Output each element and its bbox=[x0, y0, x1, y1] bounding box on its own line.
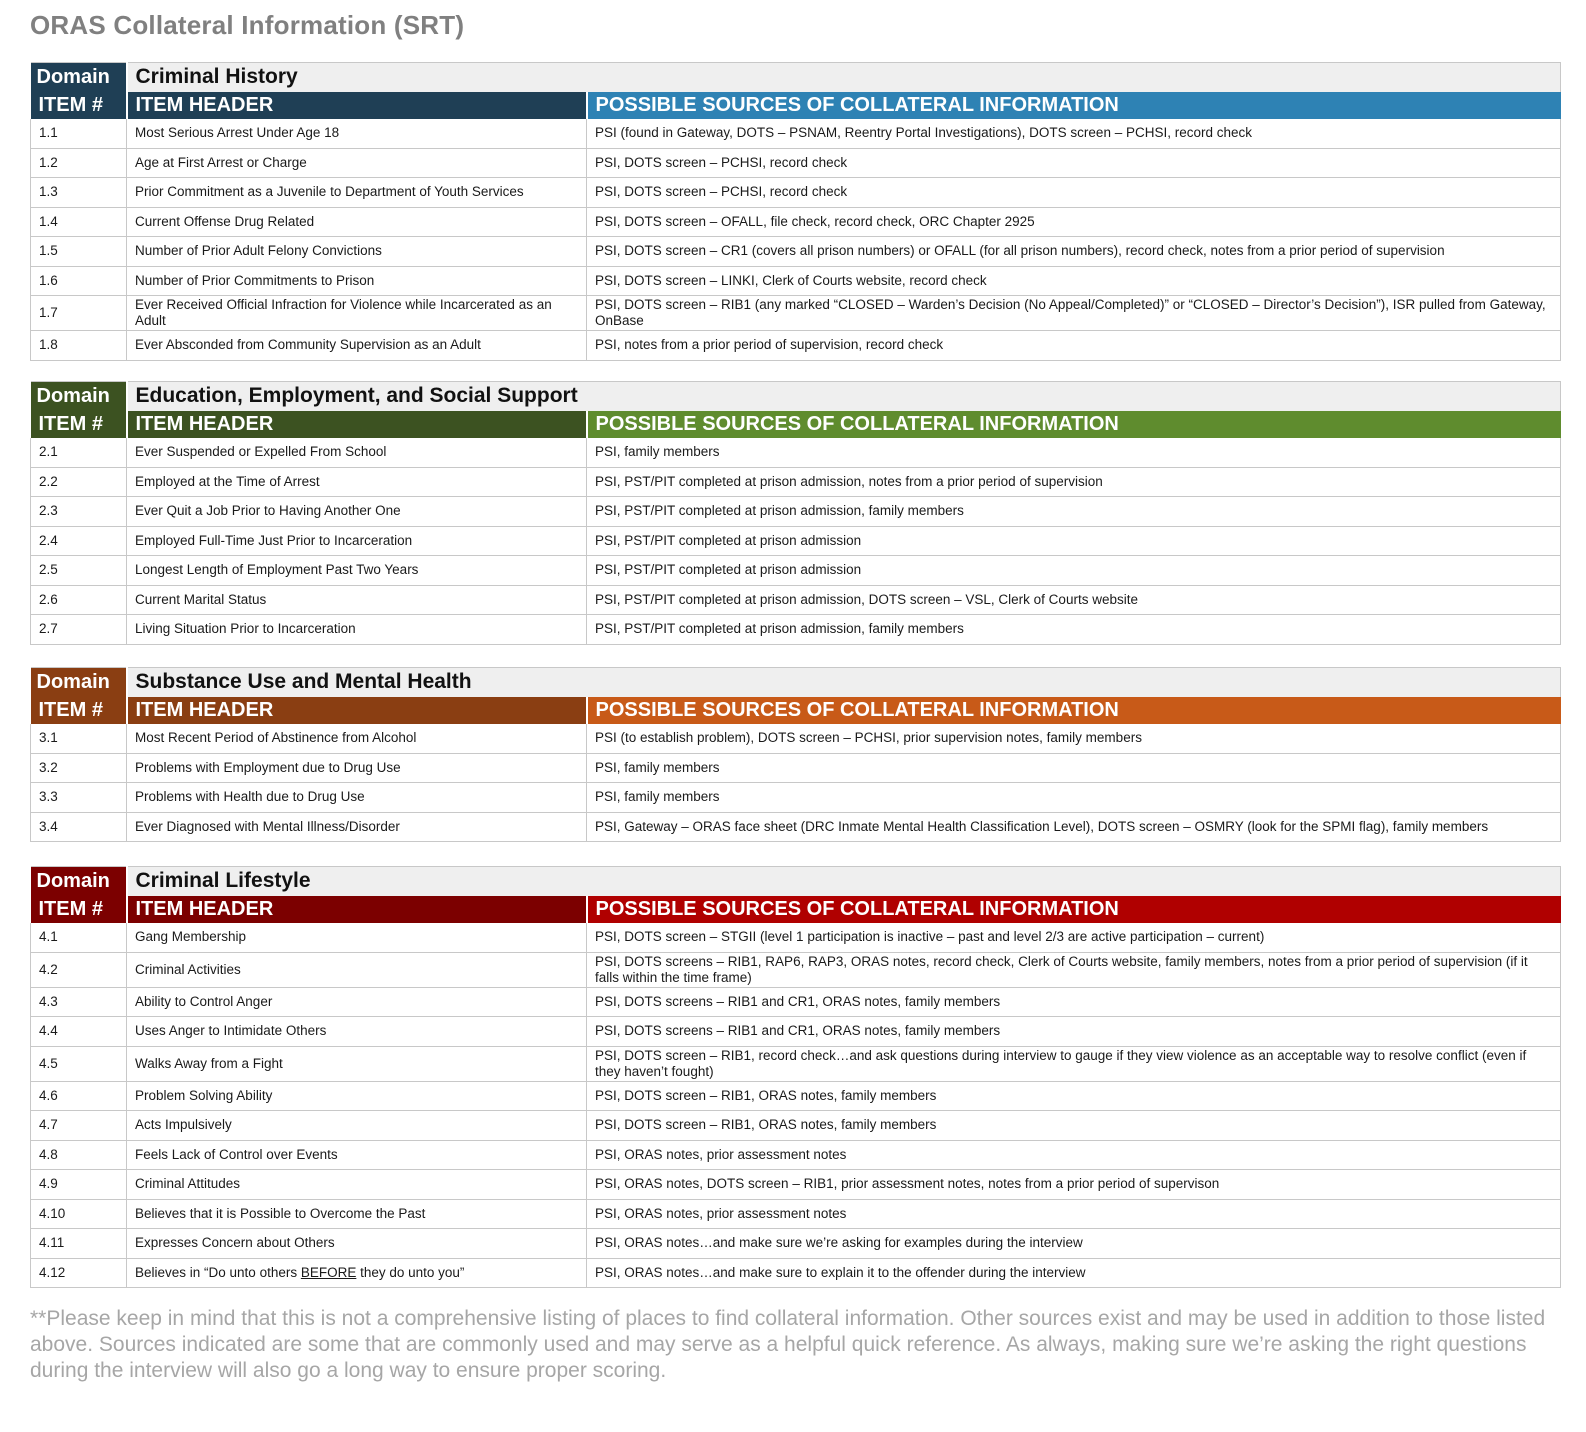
item-num: 1.5 bbox=[31, 237, 127, 267]
domain-row bbox=[31, 63, 1561, 92]
item-header: Number of Prior Adult Felony Convictions bbox=[127, 237, 587, 267]
item-header: Ever Received Official Infraction for Violence while Incarcerated as an Adult bbox=[127, 296, 587, 331]
table-row bbox=[31, 207, 1561, 237]
item-num: 4.11 bbox=[31, 1229, 127, 1259]
item-sources: PSI, PST/PIT completed at prison admission, family members bbox=[587, 497, 1561, 527]
item-sources: PSI, family members bbox=[587, 783, 1561, 813]
domain-label: Domain bbox=[31, 382, 127, 411]
table-row bbox=[31, 1140, 1561, 1170]
item-sources: PSI, ORAS notes, prior assessment notes bbox=[587, 1140, 1561, 1170]
item-header: Walks Away from a Fight bbox=[127, 1046, 587, 1081]
item-header-header: ITEM HEADER bbox=[127, 92, 587, 119]
table-row bbox=[31, 812, 1561, 842]
table-row bbox=[31, 1258, 1561, 1288]
item-num: 3.3 bbox=[31, 783, 127, 813]
item-header: Problems with Employment due to Drug Use bbox=[127, 753, 587, 783]
item-num: 1.6 bbox=[31, 266, 127, 296]
item-header: Acts Impulsively bbox=[127, 1111, 587, 1141]
item-header: Gang Membership bbox=[127, 923, 587, 953]
item-header: Ever Suspended or Expelled From School bbox=[127, 438, 587, 468]
item-header: Longest Length of Employment Past Two Years bbox=[127, 556, 587, 586]
table-row bbox=[31, 987, 1561, 1017]
footer-note: **Please keep in mind that this is not a comprehensive listing of places to find collateral information. Other sources exist and may be used in addition to those listed above. Sources indicated are some that are commonly used and may serve as a helpful quick reference. As always, making sure we’re asking the right questions during the interview will also go a long way to ensure proper scoring. bbox=[30, 1307, 1546, 1382]
item-header: Feels Lack of Control over Events bbox=[127, 1140, 587, 1170]
item-sources: PSI, DOTS screen – PCHSI, record check bbox=[587, 148, 1561, 178]
item-num: 1.8 bbox=[31, 331, 127, 361]
item-num: 1.1 bbox=[31, 119, 127, 149]
item-header: Ability to Control Anger bbox=[127, 987, 587, 1017]
item-sources: PSI, PST/PIT completed at prison admission bbox=[587, 526, 1561, 556]
item-header bbox=[127, 1258, 587, 1288]
item-sources: PSI, DOTS screen – OFALL, file check, record check, ORC Chapter 2925 bbox=[587, 207, 1561, 237]
domain-row bbox=[31, 382, 1561, 411]
item-sources: PSI, DOTS screen – CR1 (covers all prison numbers) or OFALL (for all prison numbers), record check, notes from a prior period of supervision bbox=[587, 237, 1561, 267]
domain-name: Criminal Lifestyle bbox=[127, 867, 1561, 896]
item-header: Ever Diagnosed with Mental Illness/Disorder bbox=[127, 812, 587, 842]
item-header: Current Marital Status bbox=[127, 585, 587, 615]
item-header-emphasis: BEFORE bbox=[300, 1264, 357, 1280]
table-row bbox=[31, 296, 1561, 331]
item-sources: PSI, family members bbox=[587, 438, 1561, 468]
domain-table-substance-use bbox=[30, 667, 1561, 842]
item-num: 2.4 bbox=[31, 526, 127, 556]
table-row bbox=[31, 1229, 1561, 1259]
item-num: 4.8 bbox=[31, 1140, 127, 1170]
item-num: 2.6 bbox=[31, 585, 127, 615]
item-sources: PSI, ORAS notes, DOTS screen – RIB1, prior assessment notes, notes from a prior period of supervison bbox=[587, 1170, 1561, 1200]
table-row bbox=[31, 148, 1561, 178]
table-row bbox=[31, 237, 1561, 267]
item-sources: PSI, ORAS notes, prior assessment notes bbox=[587, 1199, 1561, 1229]
item-header: Problems with Health due to Drug Use bbox=[127, 783, 587, 813]
item-header: Employed at the Time of Arrest bbox=[127, 467, 587, 497]
domain-row bbox=[31, 867, 1561, 896]
table-row bbox=[31, 1170, 1561, 1200]
item-sources: PSI, Gateway – ORAS face sheet (DRC Inmate Mental Health Classification Level), DOTS screen – OSMRY (look for the SPMI flag), family members bbox=[587, 812, 1561, 842]
item-num: 4.4 bbox=[31, 1017, 127, 1047]
item-num: 2.2 bbox=[31, 467, 127, 497]
item-header: Current Offense Drug Related bbox=[127, 207, 587, 237]
item-sources: PSI, ORAS notes…and make sure to explain it to the offender during the interview bbox=[587, 1258, 1561, 1288]
item-sources: PSI, ORAS notes…and make sure we’re asking for examples during the interview bbox=[587, 1229, 1561, 1259]
item-num-header: ITEM # bbox=[31, 92, 127, 119]
item-num: 3.2 bbox=[31, 753, 127, 783]
item-header: Ever Quit a Job Prior to Having Another One bbox=[127, 497, 587, 527]
item-num-header: ITEM # bbox=[31, 896, 127, 923]
domain-table-criminal-lifestyle bbox=[30, 866, 1561, 1288]
item-header: Prior Commitment as a Juvenile to Department of Youth Services bbox=[127, 178, 587, 208]
item-sources: PSI, DOTS screens – RIB1 and CR1, ORAS notes, family members bbox=[587, 987, 1561, 1017]
item-sources: PSI, DOTS screen – RIB1 (any marked “CLOSED – Warden’s Decision (No Appeal/Completed)” or “CLOSED – Director’s Decision”), ISR pulled from Gateway, OnBase bbox=[587, 296, 1561, 331]
table-row bbox=[31, 467, 1561, 497]
item-header-header: ITEM HEADER bbox=[127, 697, 587, 724]
table-row bbox=[31, 1046, 1561, 1081]
table-row bbox=[31, 585, 1561, 615]
item-sources: PSI, DOTS screens – RIB1 and CR1, ORAS notes, family members bbox=[587, 1017, 1561, 1047]
item-header: Most Recent Period of Abstinence from Alcohol bbox=[127, 724, 587, 754]
sources-header: POSSIBLE SOURCES OF COLLATERAL INFORMATION bbox=[587, 896, 1561, 923]
item-sources: PSI, DOTS screen – STGII (level 1 participation is inactive – past and level 2/3 are active participation – current) bbox=[587, 923, 1561, 953]
item-header: Age at First Arrest or Charge bbox=[127, 148, 587, 178]
item-num: 1.7 bbox=[31, 296, 127, 331]
item-num-header: ITEM # bbox=[31, 411, 127, 438]
column-header-row bbox=[31, 411, 1561, 438]
item-num: 2.3 bbox=[31, 497, 127, 527]
item-header: Expresses Concern about Others bbox=[127, 1229, 587, 1259]
table-row bbox=[31, 119, 1561, 149]
table-row bbox=[31, 331, 1561, 361]
domain-name: Substance Use and Mental Health bbox=[127, 668, 1561, 697]
item-sources: PSI, PST/PIT completed at prison admission bbox=[587, 556, 1561, 586]
item-header-header: ITEM HEADER bbox=[127, 411, 587, 438]
item-sources: PSI, DOTS screen – RIB1, record check…and ask questions during interview to gauge if they view violence as an acceptable way to resolve conflict (even if they haven’t fought) bbox=[587, 1046, 1561, 1081]
item-num: 4.9 bbox=[31, 1170, 127, 1200]
item-num: 4.7 bbox=[31, 1111, 127, 1141]
item-num: 1.4 bbox=[31, 207, 127, 237]
item-sources: PSI, DOTS screen – RIB1, ORAS notes, family members bbox=[587, 1111, 1561, 1141]
domain-table-education-employment bbox=[30, 381, 1561, 645]
table-row bbox=[31, 178, 1561, 208]
table-row bbox=[31, 1017, 1561, 1047]
table-row bbox=[31, 556, 1561, 586]
item-num: 4.3 bbox=[31, 987, 127, 1017]
table-row bbox=[31, 783, 1561, 813]
domain-table-criminal-history bbox=[30, 62, 1561, 361]
item-num: 1.3 bbox=[31, 178, 127, 208]
item-sources: PSI, family members bbox=[587, 753, 1561, 783]
table-row bbox=[31, 615, 1561, 645]
item-num: 3.1 bbox=[31, 724, 127, 754]
item-header: Most Serious Arrest Under Age 18 bbox=[127, 119, 587, 149]
item-sources: PSI, PST/PIT completed at prison admission, DOTS screen – VSL, Clerk of Courts website bbox=[587, 585, 1561, 615]
table-row bbox=[31, 724, 1561, 754]
item-num: 2.1 bbox=[31, 438, 127, 468]
table-row bbox=[31, 1199, 1561, 1229]
item-sources: PSI (to establish problem), DOTS screen – PCHSI, prior supervision notes, family members bbox=[587, 724, 1561, 754]
table-row bbox=[31, 526, 1561, 556]
item-sources: PSI (found in Gateway, DOTS – PSNAM, Reentry Portal Investigations), DOTS screen – PCHSI, record check bbox=[587, 119, 1561, 149]
item-header: Criminal Activities bbox=[127, 952, 587, 987]
item-header: Number of Prior Commitments to Prison bbox=[127, 266, 587, 296]
item-sources: PSI, DOTS screen – LINKI, Clerk of Courts website, record check bbox=[587, 266, 1561, 296]
table-row bbox=[31, 266, 1561, 296]
table-row bbox=[31, 753, 1561, 783]
item-header: Living Situation Prior to Incarceration bbox=[127, 615, 587, 645]
item-header-text: they do unto you” bbox=[356, 1264, 465, 1280]
item-num: 1.2 bbox=[31, 148, 127, 178]
table-row bbox=[31, 1111, 1561, 1141]
domain-name: Education, Employment, and Social Support bbox=[127, 382, 1561, 411]
item-num: 4.12 bbox=[31, 1258, 127, 1288]
item-num: 4.5 bbox=[31, 1046, 127, 1081]
item-num: 4.2 bbox=[31, 952, 127, 987]
item-header: Believes that it is Possible to Overcome the Past bbox=[127, 1199, 587, 1229]
item-sources: PSI, notes from a prior period of supervision, record check bbox=[587, 331, 1561, 361]
domain-name: Criminal History bbox=[127, 63, 1561, 92]
item-num: 2.5 bbox=[31, 556, 127, 586]
sources-header: POSSIBLE SOURCES OF COLLATERAL INFORMATION bbox=[587, 411, 1561, 438]
item-num: 4.10 bbox=[31, 1199, 127, 1229]
table-row bbox=[31, 1081, 1561, 1111]
item-sources: PSI, PST/PIT completed at prison admission, notes from a prior period of supervision bbox=[587, 467, 1561, 497]
item-num-header: ITEM # bbox=[31, 697, 127, 724]
item-num: 3.4 bbox=[31, 812, 127, 842]
item-header-text: Believes in “Do unto others bbox=[135, 1264, 301, 1280]
table-row bbox=[31, 497, 1561, 527]
item-num: 2.7 bbox=[31, 615, 127, 645]
document-title: ORAS Collateral Information (SRT) bbox=[30, 10, 465, 40]
domain-label: Domain bbox=[31, 867, 127, 896]
sources-header: POSSIBLE SOURCES OF COLLATERAL INFORMATION bbox=[587, 92, 1561, 119]
domain-label: Domain bbox=[31, 668, 127, 697]
item-header: Criminal Attitudes bbox=[127, 1170, 587, 1200]
item-header: Problem Solving Ability bbox=[127, 1081, 587, 1111]
item-num: 4.6 bbox=[31, 1081, 127, 1111]
item-sources: PSI, DOTS screen – RIB1, ORAS notes, family members bbox=[587, 1081, 1561, 1111]
sources-header: POSSIBLE SOURCES OF COLLATERAL INFORMATION bbox=[587, 697, 1561, 724]
item-header-header: ITEM HEADER bbox=[127, 896, 587, 923]
item-num: 4.1 bbox=[31, 923, 127, 953]
table-row bbox=[31, 923, 1561, 953]
table-row bbox=[31, 952, 1561, 987]
table-row bbox=[31, 438, 1561, 468]
item-sources: PSI, DOTS screens – RIB1, RAP6, RAP3, ORAS notes, record check, Clerk of Courts website, family members, notes from a prior period of supervision (if it falls within the time frame) bbox=[587, 952, 1561, 987]
domain-row bbox=[31, 668, 1561, 697]
column-header-row bbox=[31, 697, 1561, 724]
item-sources: PSI, DOTS screen – PCHSI, record check bbox=[587, 178, 1561, 208]
item-header: Ever Absconded from Community Supervision as an Adult bbox=[127, 331, 587, 361]
column-header-row bbox=[31, 92, 1561, 119]
item-header: Employed Full-Time Just Prior to Incarceration bbox=[127, 526, 587, 556]
column-header-row bbox=[31, 896, 1561, 923]
domain-label: Domain bbox=[31, 63, 127, 92]
item-sources: PSI, PST/PIT completed at prison admission, family members bbox=[587, 615, 1561, 645]
item-header: Uses Anger to Intimidate Others bbox=[127, 1017, 587, 1047]
